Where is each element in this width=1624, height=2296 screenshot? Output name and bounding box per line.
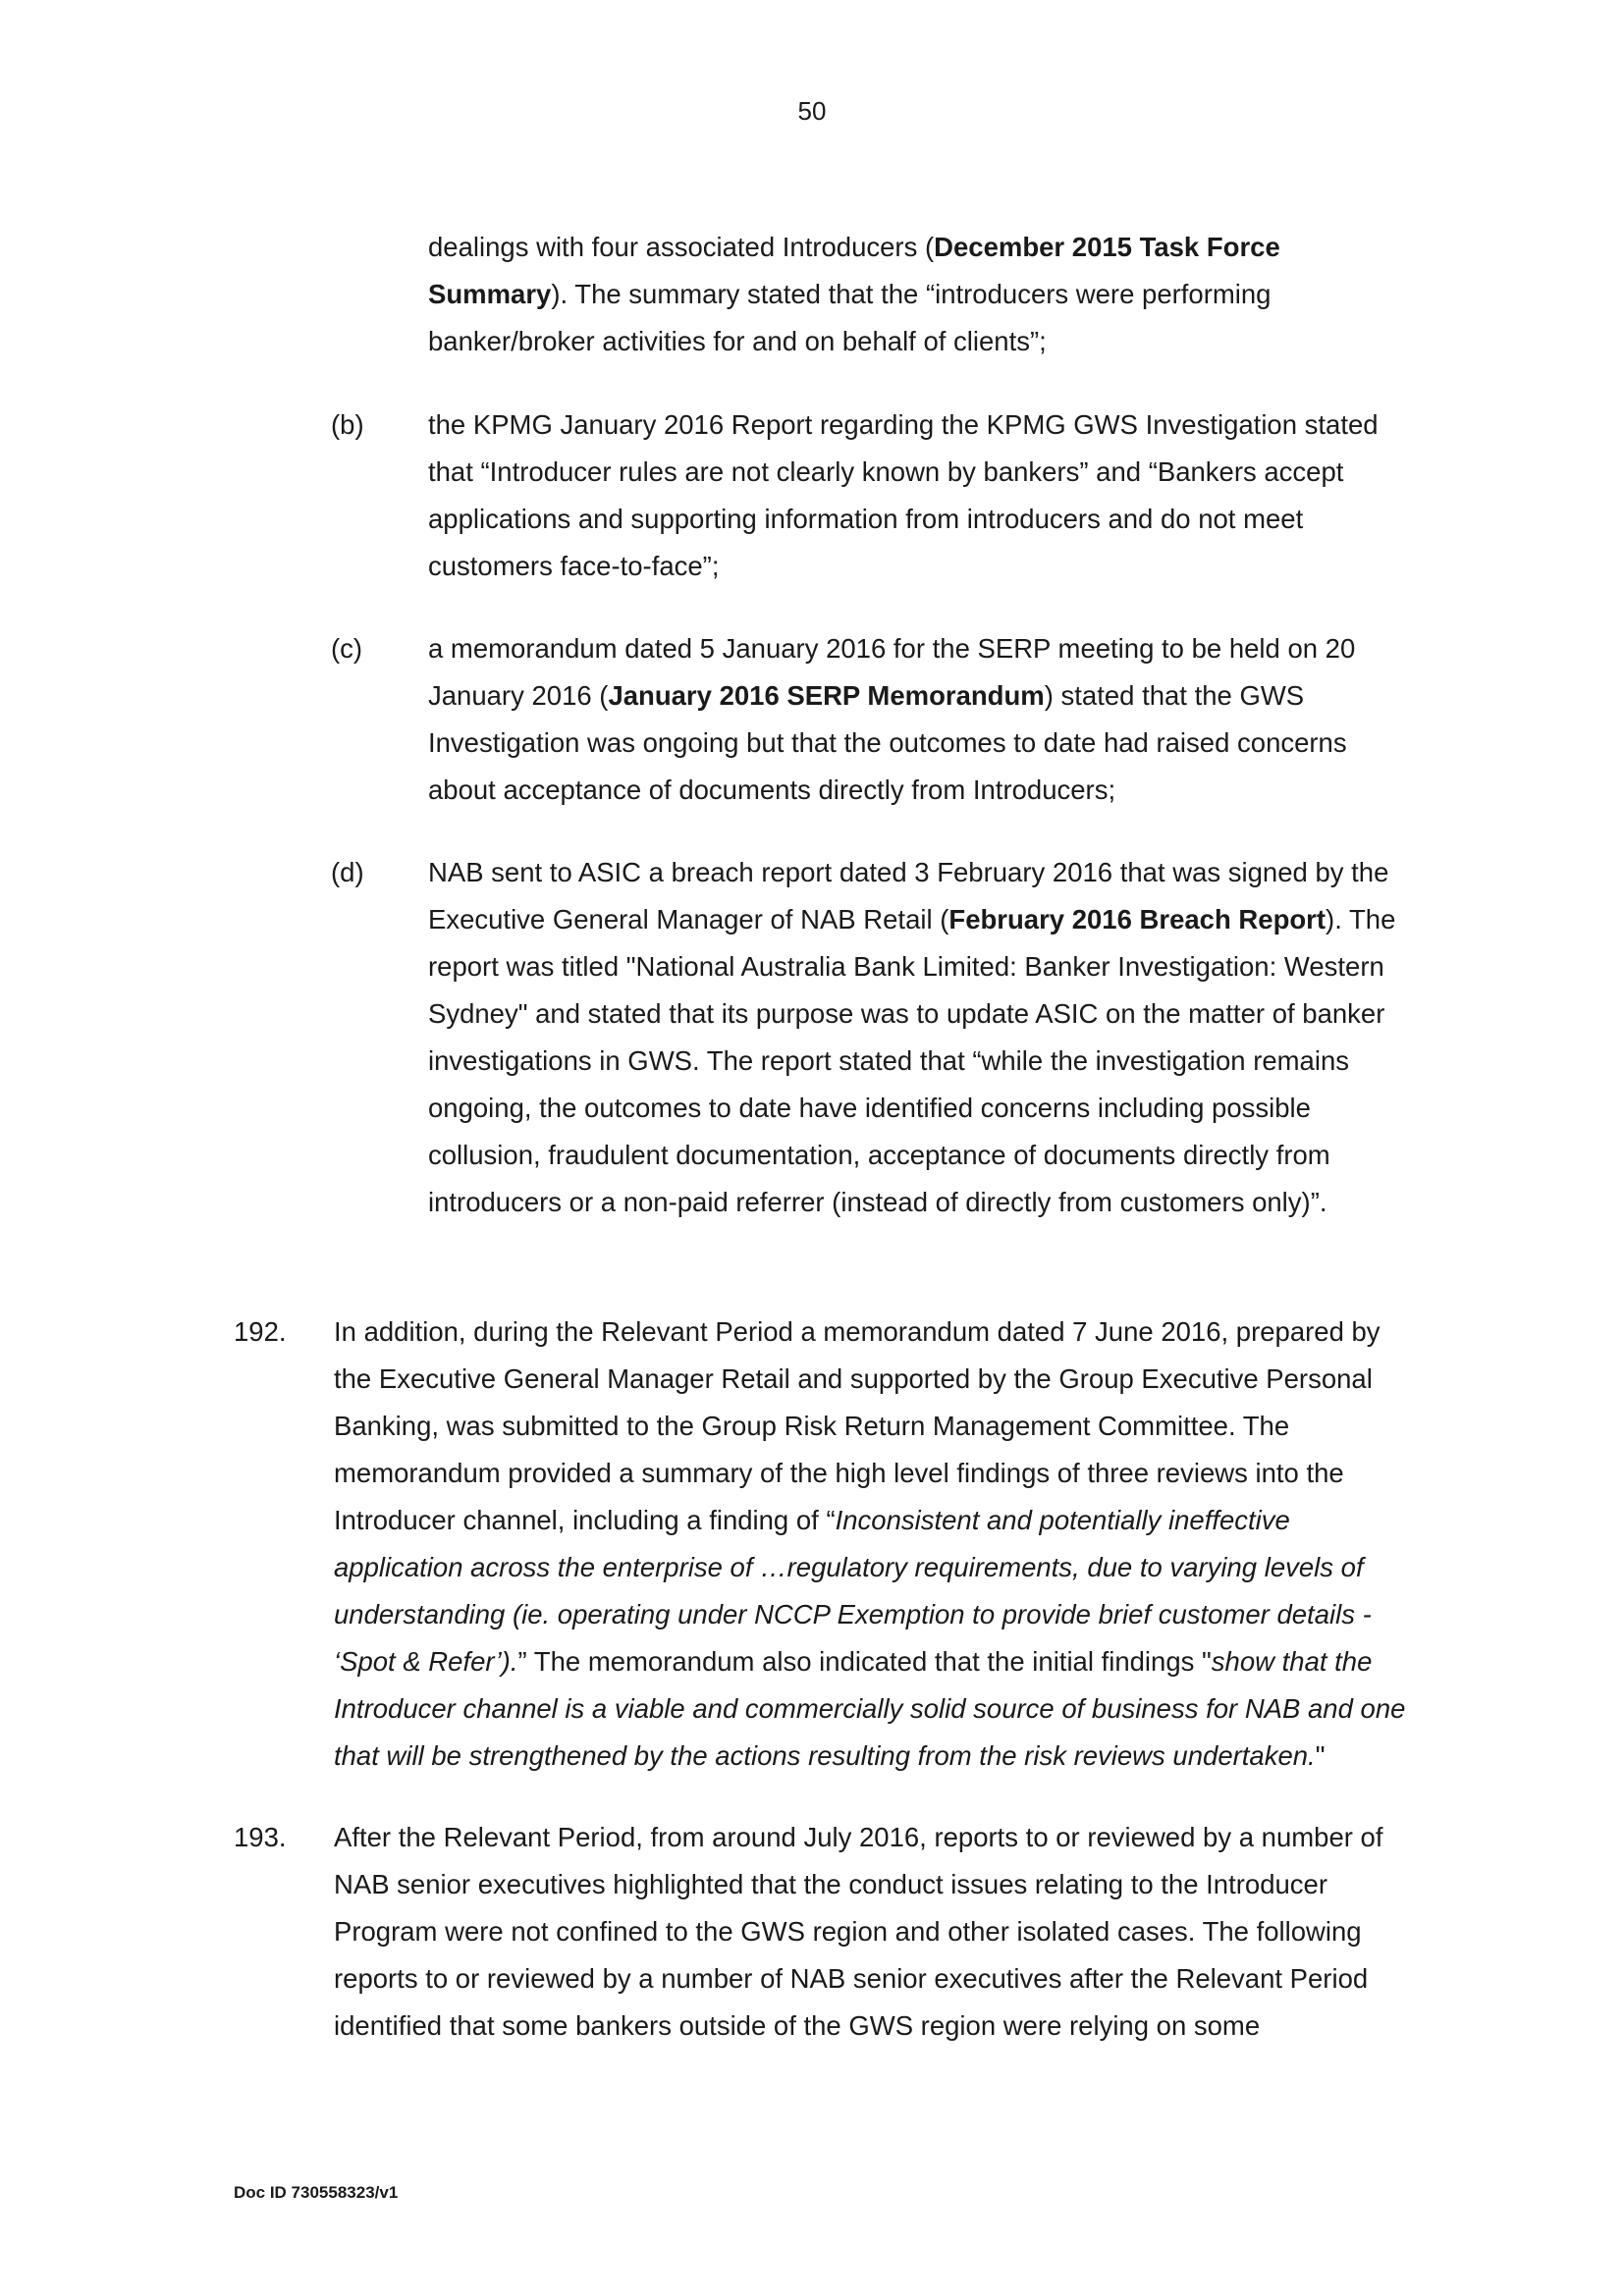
continuation-paragraph: dealings with four associated Introducers (December 2015 Task Force Summary). The summary stated that the “introducers were performing banker/broker activities for and on behalf of clients”; [428, 232, 1280, 356]
item-d-label: (d) [331, 857, 364, 887]
para-192-text: In addition, during the Relevant Period a memorandum dated 7 June 2016, prepared by the Executive General Manager Retail and supported by the Group Executive Personal Banking, was submitted to the Group Risk Return Management Committee. The memorandum provided a summary of the high level findings of three reviews into the Introducer channel, including a finding of “Inconsistent and potentially ineffective application across the enterprise of …regulatory requirements, due to varying levels of understanding (ie. operating under NCCP Exemption to provide brief customer details - ‘Spot & Refer’).” The memorandum also indicated that the initial findings "show that the Introducer channel is a viable and commercially solid source of business for NAB and one that will be strengthened by the actions resulting from the risk reviews undertaken." [334, 1316, 1406, 1771]
defined-term: February 2016 Breach Report [948, 904, 1326, 934]
para-192-number: 192. [234, 1316, 287, 1347]
para-193-text: After the Relevant Period, from around July 2016, reports to or reviewed by a number of NAB senior executives highlighted that the conduct issues relating to the Introducer Program were not confined to the GWS region and other isolated cases. The following reports to or reviewed by a number of NAB senior executives after the Relevant Period identified that some bankers outside of the GWS region were relying on some [334, 1822, 1383, 2041]
item-c-label: (c) [331, 633, 363, 664]
quoted-finding: show that the Introducer channel is a viable and commercially solid source of business for NAB and one that will be strengthened by the actions resulting from the risk reviews undertaken. [334, 1646, 1406, 1771]
item-d-text: NAB sent to ASIC a breach report dated 3 February 2016 that was signed by the Executive General Manager of NAB Retail (February 2016 Breach Report). The report was titled "National Australia Bank Limited: Banker Investigation: Western Sydney" and stated that its purpose was to update ASIC on the matter of banker investigations in GWS. The report stated that “while the investigation remains ongoing, the outcomes to date have identified concerns including possible collusion, fraudulent documentation, acceptance of documents directly from introducers or a non-paid referrer (instead of directly from customers only)”. [428, 857, 1396, 1217]
item-b-label: (b) [331, 409, 364, 440]
defined-term: December 2015 Task Force Summary [428, 232, 1280, 309]
para-193-number: 193. [234, 1822, 287, 1852]
item-b-text: the KPMG January 2016 Report regarding the KPMG GWS Investigation stated that “Introducer rules are not clearly known by bankers” and “Bankers accept applications and supporting information from introducers and do not meet customers face-to-face”; [428, 409, 1379, 581]
page-number: 50 [797, 96, 827, 126]
quoted-finding: Inconsistent and potentially ineffective application across the enterprise of …regulatory requirements, due to varying levels of understanding (ie. operating under NCCP Exemption to provide brief customer details - ‘Spot & Refer’). [334, 1505, 1372, 1677]
defined-term: January 2016 SERP Memorandum [608, 680, 1045, 711]
doc-id-footer: Doc ID 730558323/v1 [234, 2183, 399, 2202]
item-c-text: a memorandum dated 5 January 2016 for the SERP meeting to be held on 20 January 2016 (January 2016 SERP Memorandum) stated that the GWS Investigation was ongoing but that the outcomes to date had raised concerns about acceptance of documents directly from Introducers; [428, 633, 1356, 805]
